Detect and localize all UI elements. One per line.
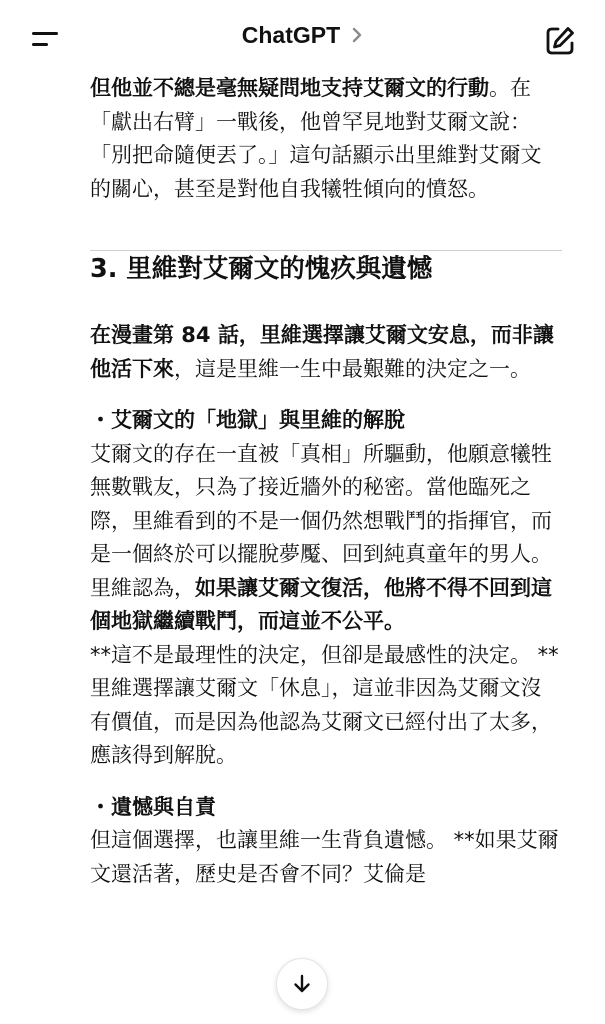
- compose-icon: [543, 24, 577, 58]
- paragraph-text: 但這個選擇，也讓里維一生背負遺憾。 **如果艾爾文還活著，歷史是否會不同？艾倫是: [90, 828, 559, 886]
- bold-text: 在漫畫第 84 話，里維選擇讓艾爾文安息，而非讓他活下來: [90, 323, 554, 381]
- bold-text: 如果讓艾爾文復活，他將不得不回到這個地獄繼續戰鬥，而這並不公平。: [90, 575, 552, 633]
- paragraph-text: 艾爾文的存在一直被「真相」所驅動，他願意犧牲無數戰友，只為了接近牆外的秘密。當他臨死之際，里維看到的不是一個仍然想戰鬥的指揮官，而是一個終於可以擺脫夢魘、回到純真童年的男人。里維認為，: [90, 441, 552, 600]
- app-title: ChatGPT: [241, 22, 341, 48]
- paragraph-text: **這不是最理性的決定，但卻是最感性的決定。 **里維選擇讓艾爾文「休息」，這並非因為艾爾文沒有價值，而是因為他認為艾爾文已經付出了太多，應該得到解脫。: [90, 642, 559, 767]
- scroll-down-button[interactable]: [276, 958, 328, 1010]
- paragraph: [90, 438, 562, 639]
- paragraph: [90, 72, 562, 206]
- bold-text: 但他並不總是毫無疑問地支持艾爾文的行動: [90, 76, 489, 100]
- chevron-right-icon: [351, 26, 363, 48]
- bullet-title: ・艾爾文的「地獄」與里維的解脫: [90, 408, 405, 432]
- arrow-down-icon: [290, 972, 314, 996]
- new-chat-button[interactable]: [543, 24, 577, 58]
- bullet-title: ・遺憾與自責: [90, 794, 216, 819]
- paragraph-text: ，這是里維一生中最艱難的決定之一。: [174, 356, 531, 381]
- paragraph-text: 。在「獻出右臂」一戰後，他曾罕見地對艾爾文說：「別把命隨便丟了。」這句話顯示出里維對艾爾文的關心，甚至是對他自我犧牲傾向的憤怒。: [90, 76, 542, 201]
- section-heading: 3. 里維對艾爾文的愧疚與遺憾: [90, 254, 433, 284]
- paragraph: [90, 319, 562, 386]
- model-selector[interactable]: [0, 22, 605, 50]
- top-bar: [0, 0, 605, 74]
- chat-message: [90, 72, 562, 891]
